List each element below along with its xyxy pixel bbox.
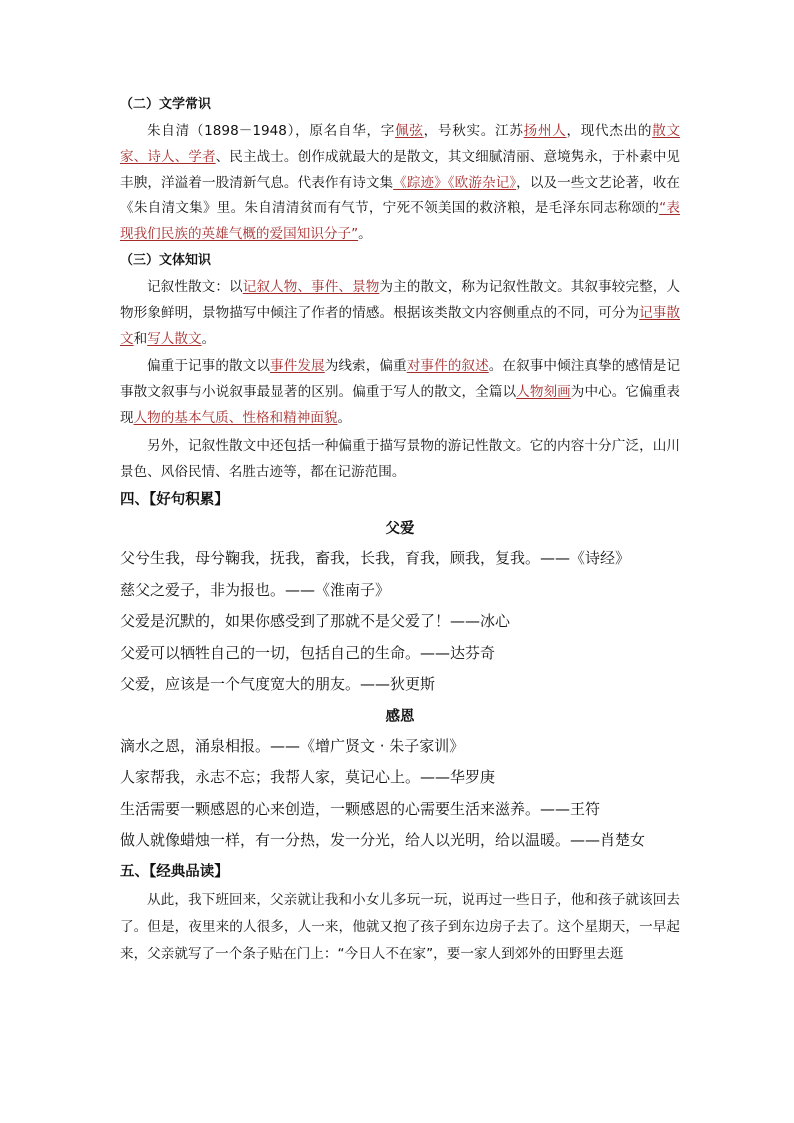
quote-line: 做人就像蜡烛一样，有一分热，发一分光，给人以光明，给以温暖。——肖楚女 bbox=[120, 831, 646, 850]
text-run: 。 bbox=[337, 409, 352, 426]
highlighted-term: 《踪迹》《欧游杂记》 bbox=[393, 174, 517, 191]
narrative-prose-types-paragraph bbox=[120, 354, 680, 431]
section-heading-genre-knowledge: （三）文体知识 bbox=[120, 252, 212, 268]
narrative-prose-definition-paragraph bbox=[120, 275, 680, 352]
quote-line: 滴水之恩，涌泉相报。——《增广贤文 · 朱子家训》 bbox=[120, 736, 465, 755]
text-run: 记叙性散文：以 bbox=[147, 278, 243, 295]
text-run: 为线索，偏重 bbox=[324, 358, 407, 375]
text-run: 。 bbox=[358, 226, 372, 243]
quote-line: 父爱可以牺牲自己的一切，包括自己的生命。——达芬奇 bbox=[120, 643, 496, 662]
highlighted-term: “表现我们民族的英雄气概的爱国知识分子” bbox=[120, 200, 681, 243]
document-content bbox=[120, 94, 680, 968]
text-run: ，现代杰出的 bbox=[566, 123, 653, 139]
author-intro-paragraph bbox=[120, 119, 680, 248]
highlighted-term: 写人散文 bbox=[147, 330, 202, 347]
text-run: 。 bbox=[201, 330, 216, 347]
text-run: 为主的散文，称为记叙性散文。其叙事较完整，人物形象鲜明，景物描写中倾注了作者的情感。根据该类散文内容侧重点的不同，可分为 bbox=[120, 278, 681, 321]
text-run: ，以及一些文艺论著，收在《朱自清文集》里。朱自清清贫而有气节，宁死不领美国的救济粮，是毛泽东同志称颂的 bbox=[120, 174, 681, 217]
highlighted-term: 记叙人物、事件、景物 bbox=[242, 278, 380, 295]
section-heading-classic-reading: 五、【经典品读】 bbox=[120, 863, 229, 880]
highlighted-term: 记事散文 bbox=[120, 304, 681, 347]
highlighted-term: 散文家、诗人、学者 bbox=[120, 123, 681, 165]
classic-reading-paragraph: 从此，我下班回来，父亲就让我和小女儿多玩一玩，说再过一些日子，他和孩子就该回去了。但是，夜里来的人很多，人一来，他就又抱了孩子到东边房子去了。这个星期天，一早起来，父亲就写了一个条子贴在门上：“今日人不在家”，要一家人到郊外的田野里去逛 bbox=[120, 891, 680, 962]
highlighted-term: 人物的基本气质、性格和精神面貌 bbox=[133, 409, 338, 426]
text-run: 朱自清（1898－1948），原名自华，字 bbox=[147, 123, 396, 139]
quote-line: 慈父之爱子，非为报也。——《淮南子》 bbox=[120, 580, 391, 599]
quote-line: 父爱，应该是一个气度宽大的朋友。——狄更斯 bbox=[120, 675, 436, 694]
group-title-gratitude: 感恩 bbox=[385, 708, 415, 725]
highlighted-term: 对事件的叙述 bbox=[406, 358, 489, 375]
section-heading-good-sentences: 四、【好句积累】 bbox=[120, 492, 229, 509]
travel-prose-paragraph: 另外，记叙性散文中还包括一种偏重于描写景物的游记性散文。它的内容十分广泛，山川景色、风俗民情、名胜古迹等，都在记游范围。 bbox=[120, 437, 680, 480]
text-run: 。在叙事中倾注真挚的感情是记事散文叙事与小说叙事最显著的区别。偏重于写人的散文，全篇以 bbox=[120, 358, 681, 401]
group-title-fathers-love: 父爱 bbox=[385, 521, 415, 538]
highlighted-term: 事件发展 bbox=[270, 358, 325, 375]
text-run: ，号秋实。江苏 bbox=[423, 123, 524, 139]
quote-line: 人家帮我，永志不忘；我帮人家，莫记心上。——华罗庚 bbox=[120, 768, 496, 787]
quote-line: 父兮生我，母兮鞠我，抚我，畜我，长我，育我，顾我，复我。——《诗经》 bbox=[120, 549, 631, 568]
quote-line: 生活需要一颗感恩的心来创造，一颗感恩的心需要生活来滋养。——王符 bbox=[120, 799, 601, 818]
text-run: 和 bbox=[133, 330, 148, 347]
text-run: 偏重于记事的散文以 bbox=[147, 358, 271, 375]
text-run: 、民主战士。创作成就最大的是散文，其文细腻清丽、意境隽永，于朴素中见丰腴，洋溢着一股清新气息。代表作有诗文集 bbox=[120, 148, 681, 191]
text-run: 为中心。它偏重表现 bbox=[120, 384, 681, 426]
quote-line: 父爱是沉默的，如果你感受到了那就不是父爱了！——冰心 bbox=[120, 612, 511, 631]
highlighted-term: 扬州人 bbox=[523, 123, 567, 139]
highlighted-term: 佩弦 bbox=[395, 123, 424, 139]
highlighted-term: 人物刻画 bbox=[516, 384, 571, 401]
section-heading-literary-knowledge: （二）文学常识 bbox=[120, 97, 212, 112]
